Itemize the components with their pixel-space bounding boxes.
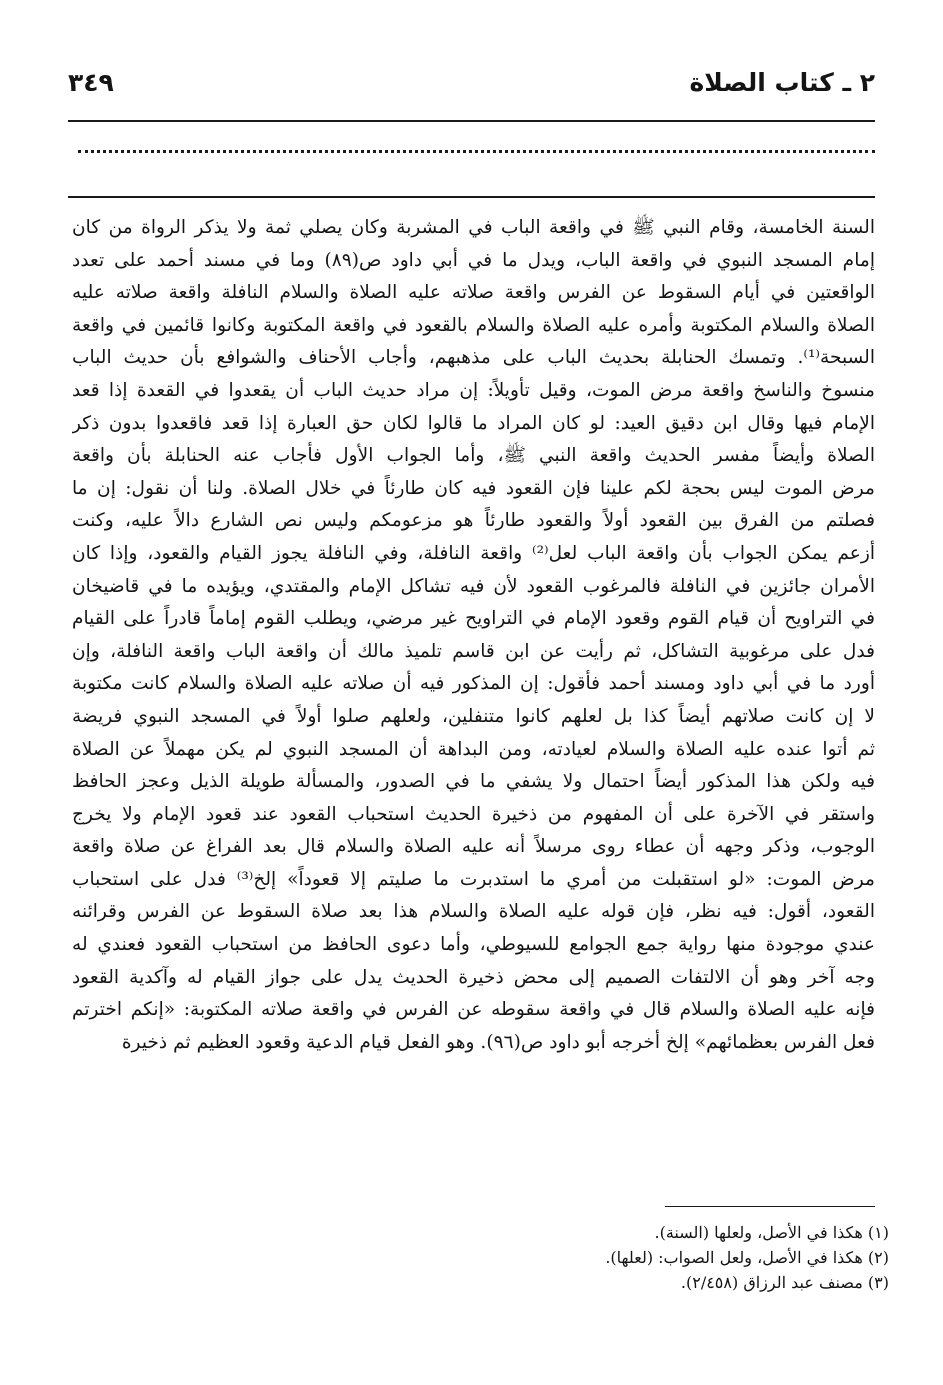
footnotes [68, 1220, 889, 1295]
body-line: فيه ولكن هذا المذكور أيضاً احتمال ولا يشفي ما في الصدور، والمسألة طويلة الذيل وعجز الحافظ [72, 771, 875, 793]
body-line: فإنه عليه الصلاة والسلام قال في واقعة سقوطه عن الفرس في واقعة صلاته المكتوبة: «إنكم اخترتم [72, 999, 875, 1021]
body-line: إمام المسجد النبوي في واقعة الباب، ويدل ما في أبي داود ص(٨٩) وما في مسند أحمد على تعدد [72, 249, 875, 271]
footnote: (٣) مصنف عبد الرزاق (٢/٤٥٨). [680, 1273, 889, 1292]
body-line: منسوخ والناسخ واقعة مرض الموت، وقيل تأويلاً: إن مراد حديث الباب أن يقعدوا في القعدة إذا قعد [72, 379, 875, 401]
body-line: لا إن كانت صلاتهم أيضاً كذا بل لعلهم كانوا متنفلين، ولعلهم صلوا أولاً في المسجد النبوي فريضة [72, 705, 875, 727]
body-line: الواقعتين في أيام السقوط عن الفرس واقعة صلاته عليه الصلاة والسلام النافلة واقعة صلاته عليه [72, 282, 875, 304]
page-header [68, 64, 875, 104]
footnote: (١) هكذا في الأصل، ولعلها (السنة). [654, 1223, 889, 1242]
body-line: أورد ما في أبي داود ومسند أحمد فأقول: إن المذكور فيه أن صلاته عليه الصلاة والسلام كانت مكتوبة [72, 673, 875, 695]
body-line: مرض الموت ليس بحجة لكم علينا فإن القعود فيه كان طارئاً في خلال الصلاة. ولنا أن نقول: إن ما [72, 477, 875, 499]
body-line: الإمام فيها وقال ابن دقيق العيد: لو كان المراد ما قالوا لكان حق العبارة إذا قعد فاقعدوا بدون ذكر [72, 412, 875, 434]
body-line: فدل على مرغوبية التشاكل، ثم رأيت عن ابن قاسم تلميذ مالك أن واقعة الباب واقعة النافلة، وإن [72, 640, 875, 662]
body-line: واستقر في الآخرة على أن المفهوم من ذخيرة الحديث استحباب القعود عند قعود الإمام ولا يخرج [72, 803, 875, 825]
dotted-separator [78, 150, 875, 153]
body-text [72, 212, 875, 1059]
body-line: القعود، أقول: فيه نظر، فإن قوله عليه الصلاة والسلام هذا بعد صلاة السقوط عن الفرس وقرائنه [72, 901, 875, 923]
footnote-rule [665, 1206, 875, 1207]
body-line: السبحة⁽¹⁾. وتمسك الحنابلة بحديث الباب على مذهبهم، وأجاب الأحناف والشوافع بأن حديث الباب [72, 347, 875, 369]
body-line: السنة الخامسة، وقام النبي ﷺ في واقعة الباب في المشربة وكان يصلي ثمة ولا يذكر الرواة من كان [72, 217, 875, 238]
body-line: وجه آخر وهو أن الالتفات الصميم إلى محض ذخيرة الحديث يدل على جواز القيام له وآكدية القعود [72, 966, 875, 988]
body-line: مرض الموت: «لو استقبلت من أمري ما استدبرت ما صليتم إلا قعوداً» إلخ⁽³⁾ فدل على استحباب [72, 868, 875, 890]
body-line: الوجوب، وذكر وجهه أن عطاء روى مرسلاً أنه عليه الصلاة والسلام قال بعد الفراغ عن صلاة واقعة [72, 836, 875, 858]
body-line: أزعم يمكن الجواب بأن واقعة الباب لعل⁽²⁾ واقعة النافلة، وفي النافلة يجوز القيام والقعود، وإذا كان [72, 542, 875, 564]
content-rule [68, 196, 875, 198]
body-line: في التراويح أن قيام القوم وقعود الإمام في التراويح غير مرضي، ويطلب القوم إماماً قادراً على القيام [72, 608, 875, 630]
footnote: (٢) هكذا في الأصل، ولعل الصواب: (لعلها). [605, 1248, 889, 1267]
body-line: الصلاة والسلام المكتوبة وأمره عليه الصلاة والسلام بالقعود في واقعة المكتوبة وكانوا قائمين في واقعة [72, 314, 875, 336]
body-line: ثم أتوا عنده عليه الصلاة والسلام لعيادته، ومن البداهة أن المسجد النبوي لم يكن مهملاً عن الصلاة [72, 738, 875, 760]
body-line: فعل الفرس بعظمائهم» إلخ أخرجه أبو داود ص(٩٦). وهو الفعل قيام الدعية وقعود العظيم ثم ذخيرة [121, 1031, 875, 1053]
body-line: عندي موجودة منها رواية جمع الجوامع للسيوطي، وأما دعوى الحافظ من استحباب القعود فعندي له [72, 934, 875, 956]
body-line: الأمران جائزين في النافلة فالمرغوب القعود لأن فيه تشاكل الإمام والمقتدي، ويؤيده ما في قاضيخان [72, 575, 875, 597]
body-line: الصلاة وأيضاً مفسر الحديث واقعة النبي ﷺ، وأما الجواب الأول فأجاب عنه الحنابلة بأن واقعة [72, 445, 875, 467]
chapter-title: ٢ ـ كتاب الصلاة [689, 68, 875, 97]
body-line: فصلتم من الفرق بين القعود أولاً والقعود طارئاً هو مزعومكم وليس نص الشارع دالاً عليه، وكنت [72, 510, 875, 532]
page-number: ٣٤٩ [68, 68, 114, 97]
header-rule [68, 120, 875, 122]
